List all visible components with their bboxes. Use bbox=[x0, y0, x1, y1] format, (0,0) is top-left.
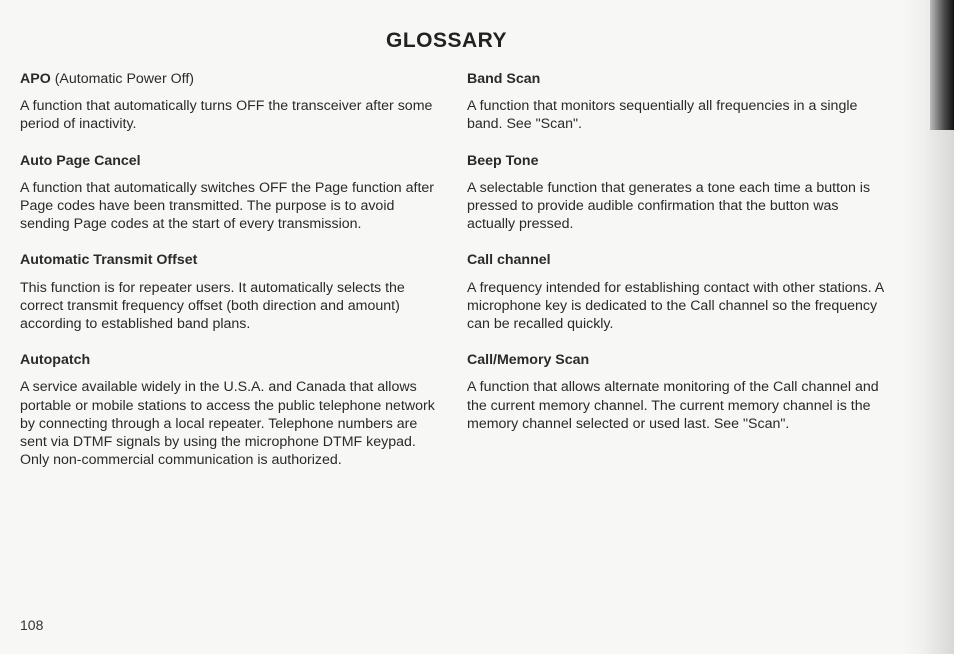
glossary-entry-auto-page-cancel bbox=[20, 152, 440, 234]
glossary-definition: A frequency intended for establishing contact with other stations. A microphone key is dedicated to the Call channel so the frequency can be recalled quickly. bbox=[467, 279, 884, 333]
glossary-definition: A function that monitors sequentially all frequencies in a single band. See "Scan". bbox=[467, 98, 858, 133]
glossary-entry-autopatch bbox=[20, 351, 440, 469]
glossary-entry-band-scan bbox=[467, 70, 887, 134]
glossary-term: Beep Tone bbox=[467, 152, 539, 169]
glossary-entry-beep-tone bbox=[467, 152, 887, 234]
glossary-definition: A function that automatically switches OFF the Page function after Page codes have been transmitted. The purpose is to avoid sending Page codes at the start of every transmission. bbox=[20, 179, 435, 233]
right-column bbox=[467, 70, 887, 451]
glossary-term: Band Scan bbox=[467, 71, 541, 87]
glossary-entry-apo bbox=[20, 70, 440, 134]
page-title: GLOSSARY bbox=[386, 29, 508, 52]
glossary-term: Auto Page Cancel bbox=[20, 152, 141, 169]
left-column bbox=[20, 70, 440, 487]
glossary-definition: A function that automatically turns OFF the transceiver after some period of inactivity. bbox=[20, 98, 433, 133]
glossary-term: Call channel bbox=[467, 252, 551, 269]
binding-edge bbox=[930, 0, 954, 130]
glossary-entry-call-memory-scan bbox=[467, 351, 887, 433]
glossary-entry-automatic-transmit-offset bbox=[20, 251, 440, 333]
glossary-term: APO bbox=[20, 71, 51, 87]
glossary-definition: This function is for repeater users. It automatically selects the correct transmit frequency offset (both direction and amount) according to established band plans. bbox=[20, 279, 405, 333]
glossary-term-expansion: (Automatic Power Off) bbox=[54, 71, 194, 87]
glossary-term: Call/Memory Scan bbox=[467, 352, 590, 369]
glossary-term: Automatic Transmit Offset bbox=[20, 252, 198, 269]
glossary-definition: A service available widely in the U.S.A. and Canada that allows portable or mobile stations to access the public telephone network by connecting through a local repeater. Telephone numbers are sent via DTMF signals by using the microphone DTMF keypad. Only non-commercial communication is authorized. bbox=[20, 379, 435, 469]
glossary-definition: A selectable function that generates a tone each time a button is pressed to provide audible confirmation that the button was actually pressed. bbox=[467, 179, 871, 233]
glossary-definition: A function that allows alternate monitoring of the Call channel and the current memory channel. The current memory channel is the memory channel selected or used last. See "Scan". bbox=[467, 379, 879, 432]
glossary-term: Autopatch bbox=[20, 352, 91, 369]
page-number: 108 bbox=[20, 617, 44, 633]
glossary-entry-call-channel bbox=[467, 251, 887, 333]
